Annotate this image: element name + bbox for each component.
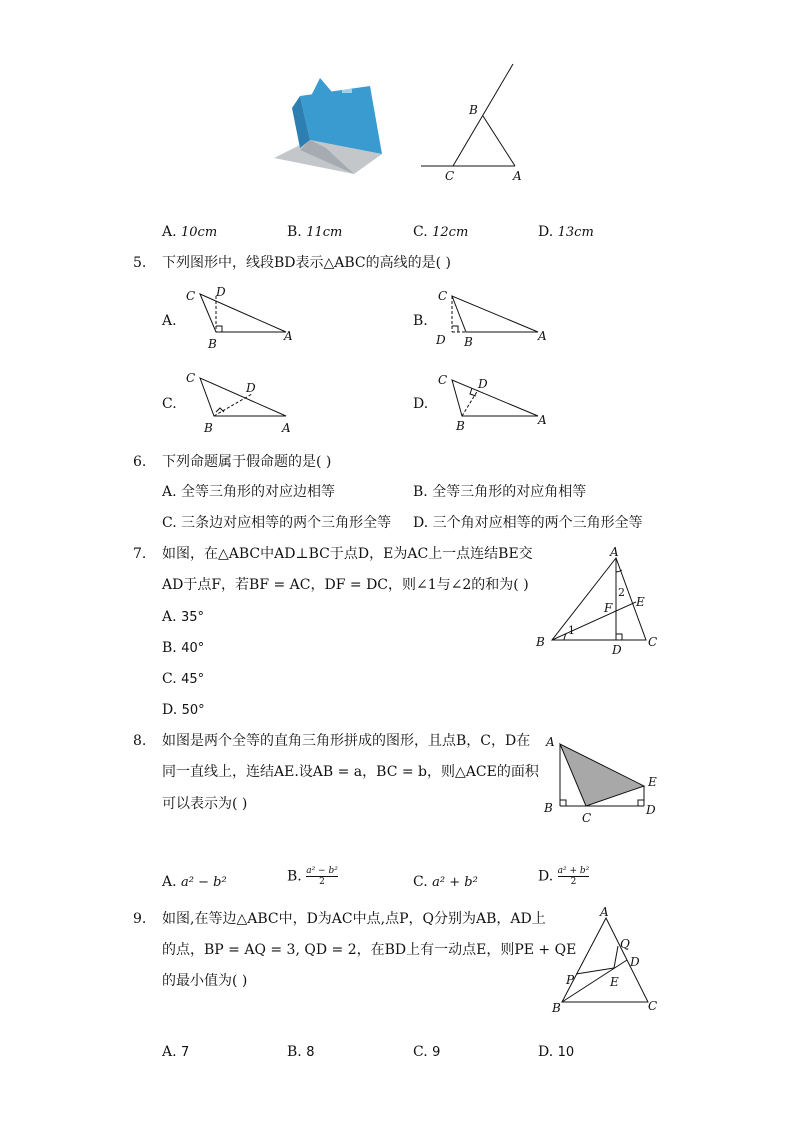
q9-label-D: D <box>630 955 640 969</box>
q8-option-b <box>287 866 338 887</box>
q9-option-d-text: 10 <box>557 1045 575 1060</box>
q5-option-b-letter: B. <box>413 313 428 329</box>
q9-option-d <box>538 1042 574 1063</box>
q4-label-A: A <box>513 169 522 183</box>
q6-number: 6. <box>133 454 147 470</box>
q5c-label-C: C <box>186 371 196 385</box>
q9-stem-line2: 的点，BP = AQ = 3, QD = 2，在BD上有一动点E，则PE + QE <box>162 942 577 958</box>
q8-label-A: A <box>546 735 555 749</box>
q5-stem: 下列图形中，线段BD表示△ABC的高线的是( ) <box>162 255 452 271</box>
q8-option-b-numerator: a² − b² <box>306 866 338 876</box>
q8-label-D: D <box>646 803 656 817</box>
q9-option-c-letter: C. <box>413 1044 428 1060</box>
q5-option-a-letter: A. <box>162 313 177 329</box>
q8-option-d-letter: D. <box>538 868 554 885</box>
q8-option-d-numerator: a² + b² <box>557 866 590 876</box>
q4-label-C: C <box>445 169 455 183</box>
q8-figure <box>540 730 670 825</box>
q9-figure <box>548 906 672 1018</box>
q6-option-d <box>413 513 643 533</box>
q7-label-C: C <box>648 635 658 649</box>
q8-option-b-denominator: 2 <box>319 877 325 887</box>
q8-option-a-letter: A. <box>162 874 177 890</box>
q5d-label-B: B <box>456 419 465 433</box>
q7-option-b-letter: B. <box>162 640 177 656</box>
q8-option-a-text: a² − b² <box>181 875 227 890</box>
q4-option-c-letter: C. <box>413 224 428 240</box>
q9-label-P: P <box>566 973 575 987</box>
q7-number: 7. <box>133 546 147 562</box>
q9-option-b-text: 8 <box>306 1045 315 1060</box>
q7-option-a <box>162 607 204 628</box>
q9-option-c <box>413 1042 440 1063</box>
q8-label-C: C <box>582 811 592 825</box>
q6-option-b-text: 全等三角形的对应角相等 <box>432 484 587 500</box>
q5-option-c-letter: C. <box>162 396 177 412</box>
q7-label-1: 1 <box>568 624 575 637</box>
q9-option-b <box>287 1042 314 1063</box>
q9-option-d-letter: D. <box>538 1044 554 1060</box>
q6-option-b-letter: B. <box>413 484 428 500</box>
q6-option-a <box>162 482 335 502</box>
q5a-label-A: A <box>284 329 293 343</box>
q7-label-F: F <box>604 601 613 615</box>
q4-option-d <box>538 222 594 243</box>
q8-option-d <box>538 866 589 887</box>
q5a-label-C: C <box>186 289 196 303</box>
q9-option-a-text: 7 <box>181 1045 190 1060</box>
q9-label-Q: Q <box>620 937 630 951</box>
q9-number: 9. <box>133 911 147 927</box>
q4-label-B: B <box>469 103 478 117</box>
q9-label-C: C <box>648 999 658 1013</box>
q8-option-c-text: a² + b² <box>432 875 478 890</box>
q7-label-D: D <box>612 643 622 657</box>
q5b-label-D: D <box>436 333 446 347</box>
q7-figure <box>532 544 668 660</box>
q8-stem-line1: 如图是两个全等的直角三角形拼成的图形，且点B，C，D在 <box>162 733 531 749</box>
q5b-label-C: C <box>438 289 448 303</box>
q4-option-d-letter: D. <box>538 224 554 240</box>
q7-stem-line2: AD于点F，若BF = AC，DF = DC，则∠1与∠2的和为( ) <box>162 577 529 593</box>
q8-option-b-letter: B. <box>287 868 302 885</box>
tablet-stand-photo <box>270 78 388 178</box>
q6-option-c-text: 三条边对应相等的两个三角形全等 <box>181 515 392 531</box>
q6-option-c-letter: C. <box>162 515 177 531</box>
q7-option-d-letter: D. <box>162 702 178 718</box>
q7-option-a-letter: A. <box>162 609 177 625</box>
q5-figure-a <box>182 284 302 354</box>
q7-option-d-text: 50° <box>181 703 205 718</box>
q5d-label-D: D <box>478 377 488 391</box>
q5c-label-D: D <box>246 381 256 395</box>
q8-option-a <box>162 872 227 893</box>
q5d-label-A: A <box>538 413 547 427</box>
q7-option-c-letter: C. <box>162 671 177 687</box>
q8-label-B: B <box>544 801 553 815</box>
q7-option-d <box>162 700 205 721</box>
q6-option-a-letter: A. <box>162 484 177 500</box>
q5a-label-D: D <box>216 285 226 299</box>
q7-option-c-text: 45° <box>181 672 205 687</box>
q4-option-a <box>162 222 217 243</box>
q5c-label-A: A <box>282 421 291 435</box>
q6-option-c <box>162 513 391 533</box>
q5-figure-d <box>434 368 558 438</box>
q5b-label-B: B <box>464 335 473 349</box>
q5d-label-C: C <box>438 373 448 387</box>
q4-option-c <box>413 222 468 243</box>
q7-label-A: A <box>610 545 619 559</box>
q8-option-c <box>413 872 478 893</box>
q6-option-b <box>413 482 586 502</box>
q6-stem: 下列命题属于假命题的是( ) <box>162 454 332 470</box>
q6-option-d-text: 三个角对应相等的两个三角形全等 <box>432 515 643 531</box>
q5c-label-B: B <box>204 421 213 435</box>
q4-option-b-letter: B. <box>287 224 302 240</box>
q6-option-d-letter: D. <box>413 515 429 531</box>
q9-option-b-letter: B. <box>287 1044 302 1060</box>
q9-option-a <box>162 1042 189 1063</box>
q4-option-b <box>287 222 342 243</box>
q5-figure-b <box>434 284 558 354</box>
q7-label-2: 2 <box>618 586 625 599</box>
q7-option-b-text: 40° <box>181 641 205 656</box>
q8-option-c-letter: C. <box>413 874 428 890</box>
q5-number: 5. <box>133 255 147 271</box>
q4-option-a-letter: A. <box>162 224 177 240</box>
q7-label-B: B <box>536 635 545 649</box>
q9-label-B: B <box>552 1001 561 1015</box>
q9-option-a-letter: A. <box>162 1044 177 1060</box>
q4-angle-figure <box>415 58 535 188</box>
q8-stem-line2: 同一直线上，连结AE.设AB = a，BC = b，则△ACE的面积 <box>162 764 539 780</box>
q7-option-b <box>162 638 204 659</box>
q7-stem-line1: 如图，在△ABC中AD⊥BC于点D，E为AC上一点连结BE交 <box>162 546 533 562</box>
q6-option-a-text: 全等三角形的对应边相等 <box>181 484 336 500</box>
q9-stem-line3: 的最小值为( ) <box>162 973 248 989</box>
q4-option-b-text: 11cm <box>306 225 343 240</box>
q8-option-b-fraction <box>306 866 338 887</box>
q9-option-c-text: 9 <box>432 1045 441 1060</box>
q5-figure-c <box>182 368 302 438</box>
q8-label-E: E <box>648 775 657 789</box>
q8-stem-line3: 可以表示为( ) <box>162 796 248 812</box>
q4-option-a-text: 10cm <box>181 225 218 240</box>
q8-option-d-fraction <box>558 866 590 887</box>
q8-option-d-denominator: 2 <box>570 877 577 887</box>
q4-option-c-text: 12cm <box>432 225 469 240</box>
q5-option-d-letter: D. <box>413 396 429 412</box>
q7-label-E: E <box>636 595 645 609</box>
q5b-label-A: A <box>538 329 547 343</box>
q9-label-A: A <box>600 906 609 919</box>
q5a-label-B: B <box>208 337 217 351</box>
q7-option-c <box>162 669 204 690</box>
q8-number: 8. <box>133 733 147 749</box>
q9-label-E: E <box>610 975 619 989</box>
q9-stem-line1: 如图,在等边△ABC中，D为AC中点,点P，Q分别为AB，AD上 <box>162 911 546 927</box>
q4-option-d-text: 13cm <box>557 225 594 240</box>
q7-option-a-text: 35° <box>181 610 205 625</box>
